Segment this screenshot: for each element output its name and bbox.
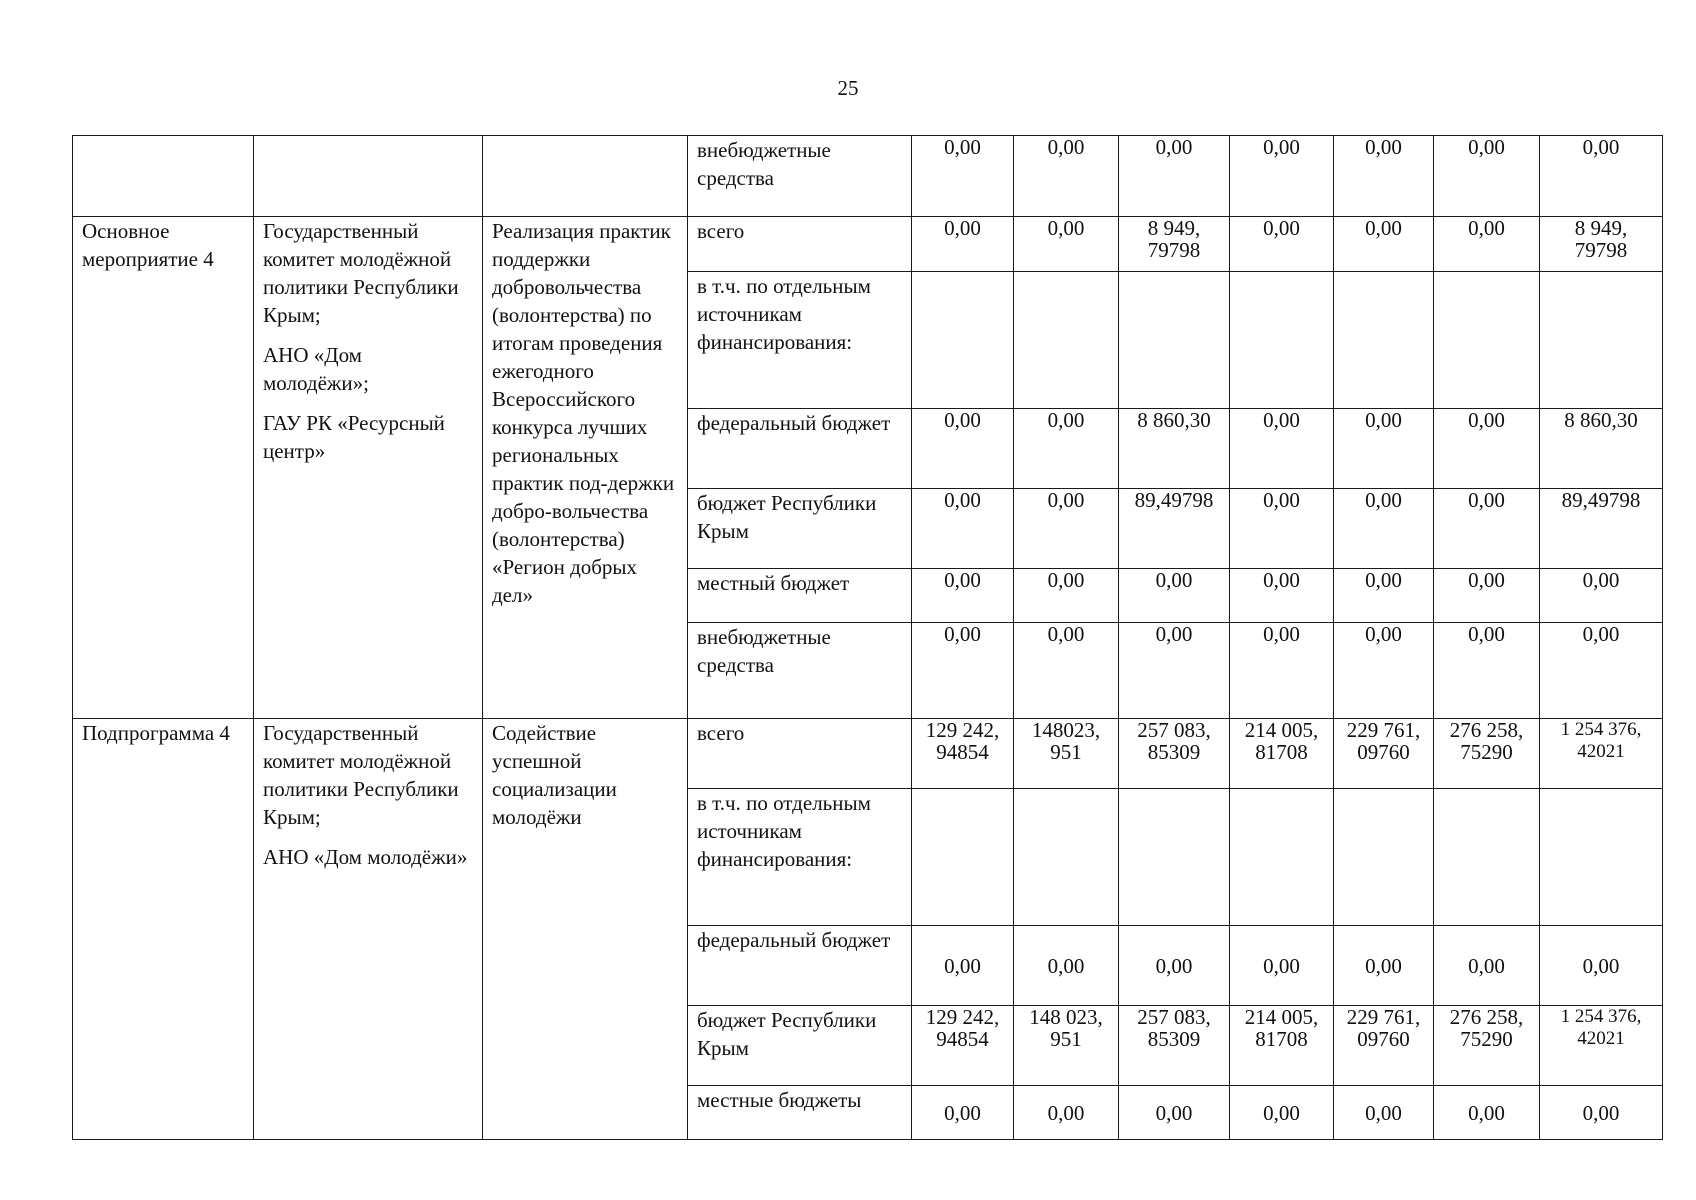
amount-cell: 229 761, 09760	[1334, 1006, 1434, 1086]
amount-cell: 0,00	[1434, 489, 1540, 569]
amount-cell: 0,00	[1334, 489, 1434, 569]
amount-cell: 214 005, 81708	[1230, 719, 1334, 789]
amount-cell: 0,00	[1014, 926, 1119, 1006]
amount-cell: 0,00	[1014, 569, 1119, 623]
amount-cell: 0,00	[912, 623, 1014, 719]
amount-cell: 0,00	[1334, 623, 1434, 719]
funding-source-cell: федеральный бюджет	[688, 926, 912, 1006]
amount-cell: 0,00	[1334, 217, 1434, 272]
amount-cell: 0,00	[1119, 136, 1230, 217]
amount-cell	[1014, 789, 1119, 926]
amount-cell: 0,00	[1540, 569, 1663, 623]
amount-cell: 0,00	[1230, 569, 1334, 623]
program-name-cell: Основное мероприятие 4	[73, 217, 254, 719]
amount-cell: 0,00	[1334, 409, 1434, 489]
funding-source-cell: в т.ч. по отдельным источникам финансирования:	[688, 272, 912, 409]
amount-cell: 0,00	[1119, 1086, 1230, 1140]
table-body	[73, 136, 1663, 1140]
amount-cell: 0,00	[1230, 926, 1334, 1006]
amount-cell: 0,00	[1334, 136, 1434, 217]
amount-cell: 0,00	[1014, 623, 1119, 719]
amount-cell: 0,00	[1434, 623, 1540, 719]
amount-cell: 257 083, 85309	[1119, 719, 1230, 789]
page-number: 25	[837, 76, 859, 100]
executor-item: АНО «Дом молодёжи»	[263, 845, 468, 869]
amount-cell: 0,00	[1119, 569, 1230, 623]
amount-cell: 0,00	[1334, 1086, 1434, 1140]
amount-cell: 129 242, 94854	[912, 1006, 1014, 1086]
funding-table	[72, 135, 1663, 1140]
amount-cell: 0,00	[912, 489, 1014, 569]
funding-source-cell: всего	[688, 719, 912, 789]
goal-cell: Содействие успешной социализации молодёжи	[483, 719, 688, 1140]
table-row	[73, 719, 1663, 789]
funding-source-cell: бюджет Республики Крым	[688, 1006, 912, 1086]
amount-cell: 0,00	[1434, 217, 1540, 272]
amount-cell	[1334, 272, 1434, 409]
amount-cell	[1119, 272, 1230, 409]
amount-cell: 8 860,30	[1540, 409, 1663, 489]
funding-source-cell: местный бюджет	[688, 569, 912, 623]
amount-cell: 0,00	[1540, 136, 1663, 217]
amount-cell: 0,00	[1230, 489, 1334, 569]
amount-cell: 148 023, 951	[1014, 1006, 1119, 1086]
amount-cell: 257 083, 85309	[1119, 1006, 1230, 1086]
amount-cell: 0,00	[1014, 136, 1119, 217]
amount-cell: 0,00	[1230, 409, 1334, 489]
amount-cell: 0,00	[1119, 623, 1230, 719]
amount-cell: 0,00	[1434, 926, 1540, 1006]
amount-cell: 0,00	[912, 409, 1014, 489]
amount-cell: 0,00	[1014, 217, 1119, 272]
amount-cell: 1 254 376, 42021	[1540, 1006, 1663, 1086]
amount-cell: 148023, 951	[1014, 719, 1119, 789]
program-name-cell	[73, 136, 254, 217]
amount-cell: 0,00	[912, 569, 1014, 623]
amount-cell: 0,00	[1434, 409, 1540, 489]
amount-cell: 129 242, 94854	[912, 719, 1014, 789]
amount-cell: 0,00	[1014, 1086, 1119, 1140]
amount-cell	[1540, 272, 1663, 409]
amount-cell: 229 761, 09760	[1334, 719, 1434, 789]
funding-source-cell: в т.ч. по отдельным источникам финансирования:	[688, 789, 912, 926]
amount-cell: 8 949, 79798	[1540, 217, 1663, 272]
amount-cell: 0,00	[1434, 1086, 1540, 1140]
funding-source-cell: внебюджетные средства	[688, 623, 912, 719]
table-row	[73, 136, 1663, 217]
amount-cell: 214 005, 81708	[1230, 1006, 1334, 1086]
amount-cell: 1 254 376, 42021	[1540, 719, 1663, 789]
funding-source-cell: всего	[688, 217, 912, 272]
table-row	[73, 217, 1663, 272]
amount-cell: 276 258, 75290	[1434, 719, 1540, 789]
amount-cell: 0,00	[1434, 569, 1540, 623]
amount-cell: 0,00	[1230, 136, 1334, 217]
amount-cell: 0,00	[1334, 926, 1434, 1006]
amount-cell: 0,00	[1540, 926, 1663, 1006]
goal-cell: Реализация практик поддержки добровольчества (волонтерства) по итогам проведения ежегодного Всероссийского конкурса лучших региональных практик под-держки добро-вольчества (волонтерства) «Регион добрых дел»	[483, 217, 688, 719]
amount-cell: 0,00	[912, 926, 1014, 1006]
amount-cell	[1119, 789, 1230, 926]
executor-item: Государственный комитет молодёжной политики Республики Крым;	[263, 721, 459, 829]
amount-cell: 0,00	[1334, 569, 1434, 623]
amount-cell: 0,00	[912, 136, 1014, 217]
amount-cell: 0,00	[1540, 623, 1663, 719]
goal-cell	[483, 136, 688, 217]
amount-cell	[912, 789, 1014, 926]
executor-item: Государственный комитет молодёжной политики Республики Крым;	[263, 219, 459, 327]
amount-cell: 0,00	[1230, 623, 1334, 719]
amount-cell: 0,00	[1014, 489, 1119, 569]
executor-cell	[254, 217, 483, 719]
amount-cell	[1334, 789, 1434, 926]
amount-cell	[1434, 789, 1540, 926]
amount-cell	[1540, 789, 1663, 926]
amount-cell: 8 860,30	[1119, 409, 1230, 489]
executor-cell	[254, 136, 483, 217]
executor-cell	[254, 719, 483, 1140]
funding-source-cell: бюджет Республики Крым	[688, 489, 912, 569]
amount-cell: 0,00	[912, 217, 1014, 272]
amount-cell: 0,00	[1014, 409, 1119, 489]
amount-cell: 0,00	[1230, 217, 1334, 272]
funding-source-cell: местные бюджеты	[688, 1086, 912, 1140]
amount-cell: 0,00	[912, 1086, 1014, 1140]
amount-cell	[912, 272, 1014, 409]
amount-cell	[1230, 272, 1334, 409]
amount-cell: 0,00	[1540, 1086, 1663, 1140]
amount-cell: 8 949, 79798	[1119, 217, 1230, 272]
amount-cell	[1434, 272, 1540, 409]
executor-item: ГАУ РК «Ресурсный центр»	[263, 411, 445, 463]
funding-source-cell: федеральный бюджет	[688, 409, 912, 489]
program-name-cell: Подпрограмма 4	[73, 719, 254, 1140]
amount-cell: 276 258, 75290	[1434, 1006, 1540, 1086]
amount-cell: 89,49798	[1119, 489, 1230, 569]
amount-cell: 0,00	[1119, 926, 1230, 1006]
funding-source-cell: внебюджетные средства	[688, 136, 912, 217]
amount-cell: 0,00	[1230, 1086, 1334, 1140]
amount-cell: 0,00	[1434, 136, 1540, 217]
amount-cell: 89,49798	[1540, 489, 1663, 569]
amount-cell	[1014, 272, 1119, 409]
amount-cell	[1230, 789, 1334, 926]
executor-item: АНО «Дом молодёжи»;	[263, 343, 369, 395]
